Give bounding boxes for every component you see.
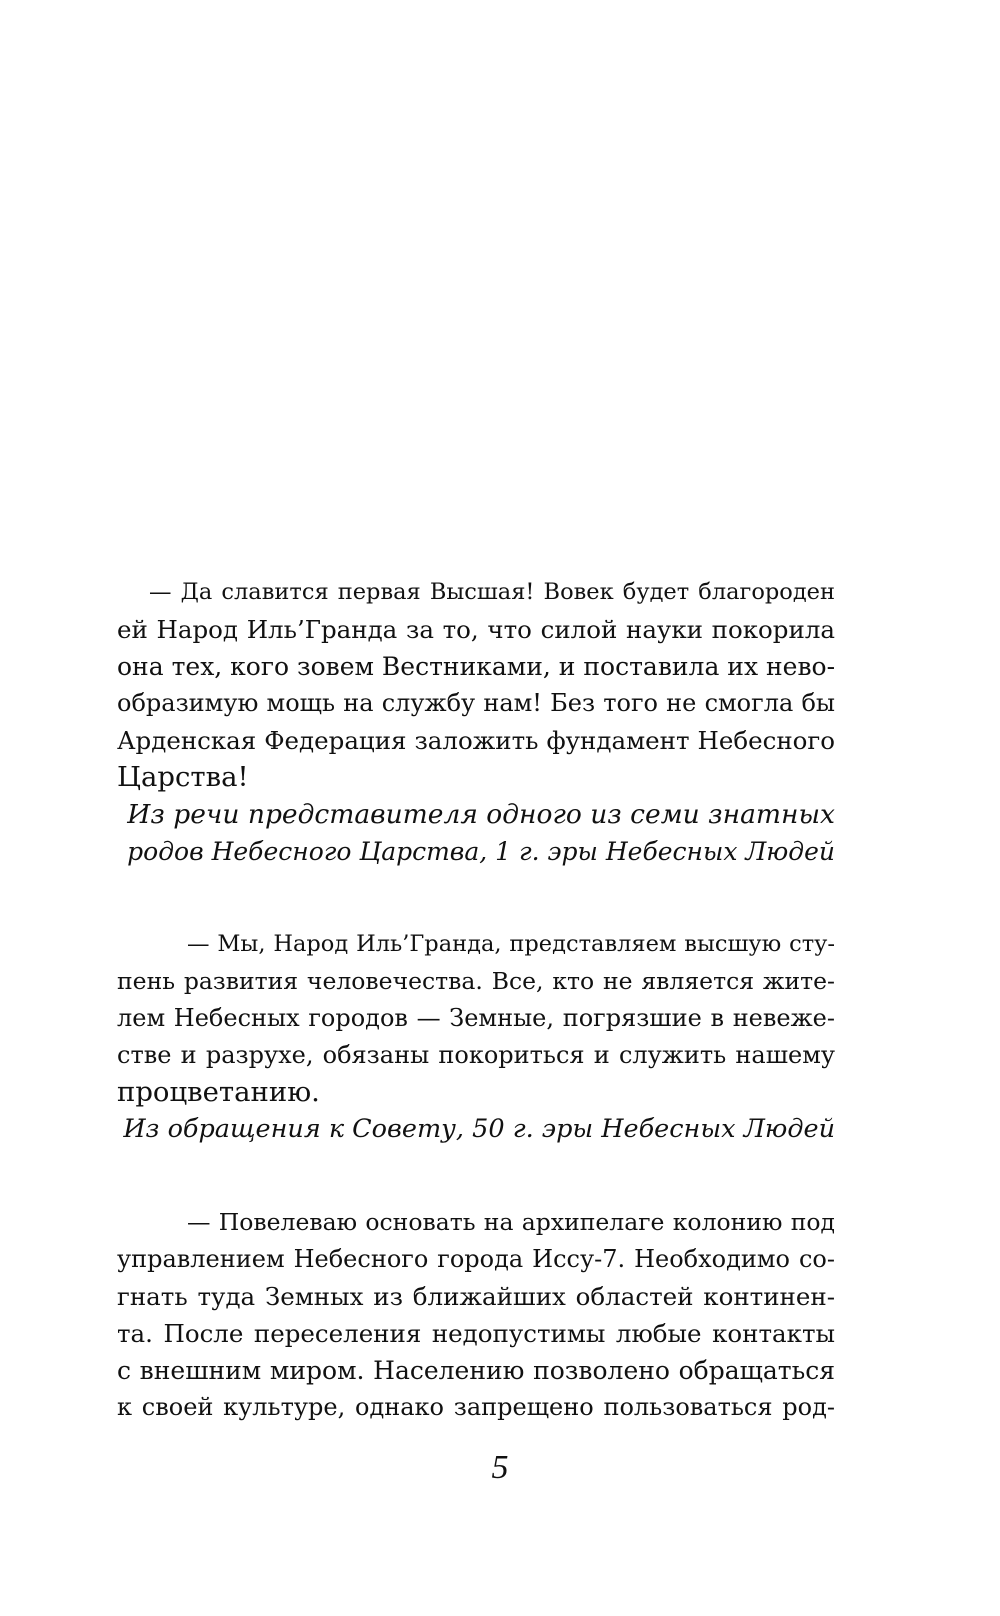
text-line: с внешним миром. Населению позволено обращаться xyxy=(117,1356,835,1385)
text-line: гнать туда Земных из ближайших областей континен- xyxy=(117,1282,835,1311)
text-line: пень развития человечества. Все, кто не является жите- xyxy=(117,967,835,995)
text-line: та. После переселения недопустимы любые контакты xyxy=(117,1319,835,1348)
text-line: лем Небесных городов — Земные, погрязшие в невеже- xyxy=(117,1004,835,1032)
section-gap xyxy=(117,870,835,926)
text-line: образимую мощь на службу нам! Без того не смогла бы xyxy=(117,689,835,717)
epigraph-source-line: родов Небесного Царства, 1 г. эры Небесных Людей xyxy=(127,837,835,866)
epigraph-3 xyxy=(117,1204,835,1426)
page-number: 5 xyxy=(491,1449,509,1486)
text-line: управлением Небесного города Иссу-7. Необходимо со- xyxy=(117,1245,835,1273)
epigraph-2 xyxy=(117,926,835,1148)
text-line: Царства! xyxy=(117,761,249,793)
section-gap xyxy=(117,1148,835,1204)
epigraph-source-line: Из обращения к Совету, 50 г. эры Небесных Людей xyxy=(123,1114,835,1144)
text-line: процветанию. xyxy=(117,1076,320,1108)
page-body xyxy=(117,574,835,1426)
text-line: — Мы, Народ Иль’Гранда, представляем высшую сту- xyxy=(187,931,835,957)
text-line: она тех, кого зовем Вестниками, и поставила их нево- xyxy=(117,652,836,681)
text-line: к своей культуре, однако запрещено пользоваться род- xyxy=(117,1393,835,1421)
text-line: — Повелеваю основать на архипелаге колонию под xyxy=(187,1208,835,1236)
text-line: стве и разрухе, обязаны покориться и служить нашему xyxy=(117,1041,835,1069)
epigraph-1 xyxy=(117,574,835,870)
text-line: ей Народ Иль’Гранда за то, что силой науки покорила xyxy=(117,615,835,644)
epigraph-source-line: Из речи представителя одного из семи знатных xyxy=(127,799,835,830)
text-line: Арденская Федерация заложить фундамент Небесного xyxy=(117,726,835,755)
text-line: — Да славится первая Высшая! Вовек будет благороден xyxy=(149,579,835,605)
